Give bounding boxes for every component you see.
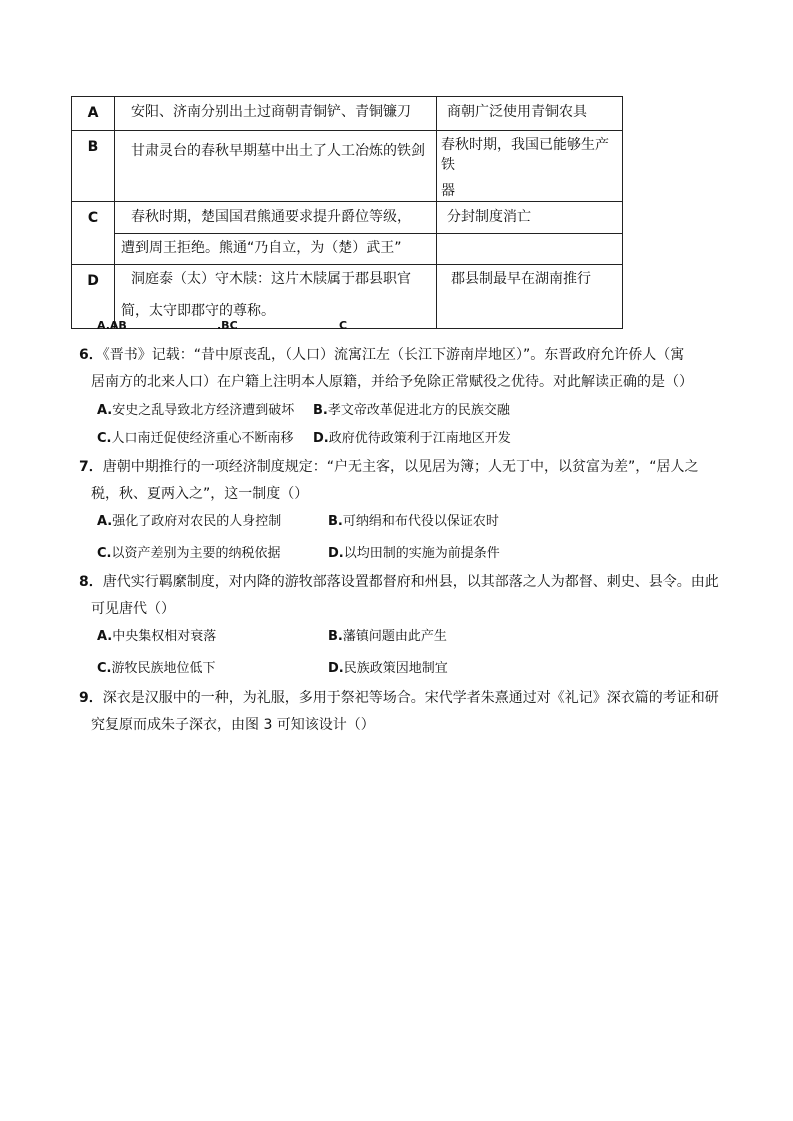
evidence-text: 遭到周王拒绝。熊通“乃自立，为（楚）武王” [121,240,402,256]
question-text: 居南方的北来人口）在户籍上注明本人原籍，并给予免除正常赋役之优待。对此解读正确的是（） [91,374,693,390]
conclusion-cell [437,265,623,329]
conclusion-cell [437,97,623,131]
conclusion-cell [437,202,623,265]
evidence-table [71,96,623,329]
question-8 [79,569,729,623]
answer-option[interactable]: B.藩镇问题由此产生 [328,629,447,644]
answer-option[interactable]: .BC [217,319,238,332]
evidence-text: 洞庭泰（太）守木牍：这片木牍属于郡县职官 [131,271,411,287]
evidence-text: 简，太守即郡守的尊称。 [121,303,275,319]
question-9 [79,685,729,739]
answer-option[interactable]: A.强化了政府对农民的人身控制 [97,514,282,529]
row-label: C [72,202,115,265]
evidence-cell [115,265,437,329]
answer-option[interactable]: C.以资产差别为主要的纳税依据 [97,546,281,561]
question-text: 唐朝中期推行的一项经济制度规定：“户无主客，以见居为簿；人无丁中，以贫富为差”，“居人之 [102,459,699,475]
answer-option[interactable]: A.中央集权相对衰落 [97,629,217,644]
answer-option[interactable]: C [339,319,348,332]
question-6 [79,342,729,396]
conclusion-cell [437,131,623,202]
question-text: 《晋书》记载：“昔中原丧乱，（人口）流寓江左（长江下游南岸地区）”。东晋政府允许侨人（寓 [102,347,685,363]
evidence-cell [115,97,437,131]
answer-option[interactable]: D.民族政策因地制宜 [328,661,448,676]
question-number: 6． [79,347,103,363]
evidence-text: 安阳、济南分别出土过商朝青铜铲、青铜镰刀 [131,104,411,120]
answer-option[interactable]: A.AB [97,319,127,332]
row-label: A [72,97,115,131]
conclusion-text: 商朝广泛使用青铜农具 [447,104,587,120]
question-text: 究复原而成朱子深衣，由图 3 可知该设计（） [91,717,375,733]
table-row-b [72,131,623,202]
answer-option[interactable]: C.人口南迁促使经济重心不断南移 [97,431,294,446]
evidence-text: 甘肃灵台的春秋早期墓中出土了人工冶炼的铁剑 [131,143,425,159]
answer-option[interactable]: C.游牧民族地位低下 [97,661,216,676]
conclusion-text: 器 [441,183,455,199]
answer-option[interactable]: A.安史之乱导致北方经济遭到破坏 [97,403,295,418]
answer-option[interactable]: B.孝文帝改革促进北方的民族交融 [313,403,510,418]
conclusion-text: 郡县制最早在湖南推行 [451,271,591,287]
evidence-cell [115,131,437,202]
evidence-cell [115,202,437,265]
row-label: B [72,131,115,202]
question-number: 9． [79,690,103,706]
table-row-c [72,202,623,265]
row-label: D [72,265,115,329]
question-number: 7． [79,459,103,475]
question-text: 唐代实行羁縻制度，对内降的游牧部落设置都督府和州县，以其部落之人为都督、刺史、县令。由此 [102,574,719,590]
question-text: 可见唐代（） [91,601,175,617]
table-row-a [72,97,623,131]
question-number: 8． [79,574,103,590]
answer-option[interactable]: D.政府优待政策利于江南地区开发 [313,431,511,446]
conclusion-text: 分封制度消亡 [447,209,531,225]
question-7 [79,454,729,508]
answer-option[interactable]: B.可纳绢和布代役以保证农时 [328,514,499,529]
question-text: 税，秋、夏两入之”，这一制度（） [91,486,309,502]
conclusion-text: 春秋时期，我国已能够生产铁 [441,137,609,173]
answer-option[interactable]: D.以均田制的实施为前提条件 [328,546,500,561]
question-text: 深衣是汉服中的一种，为礼服，多用于祭祀等场合。宋代学者朱熹通过对《礼记》深衣篇的考证和研 [102,690,719,706]
evidence-text: 春秋时期，楚国国君熊通要求提升爵位等级， [131,209,411,225]
